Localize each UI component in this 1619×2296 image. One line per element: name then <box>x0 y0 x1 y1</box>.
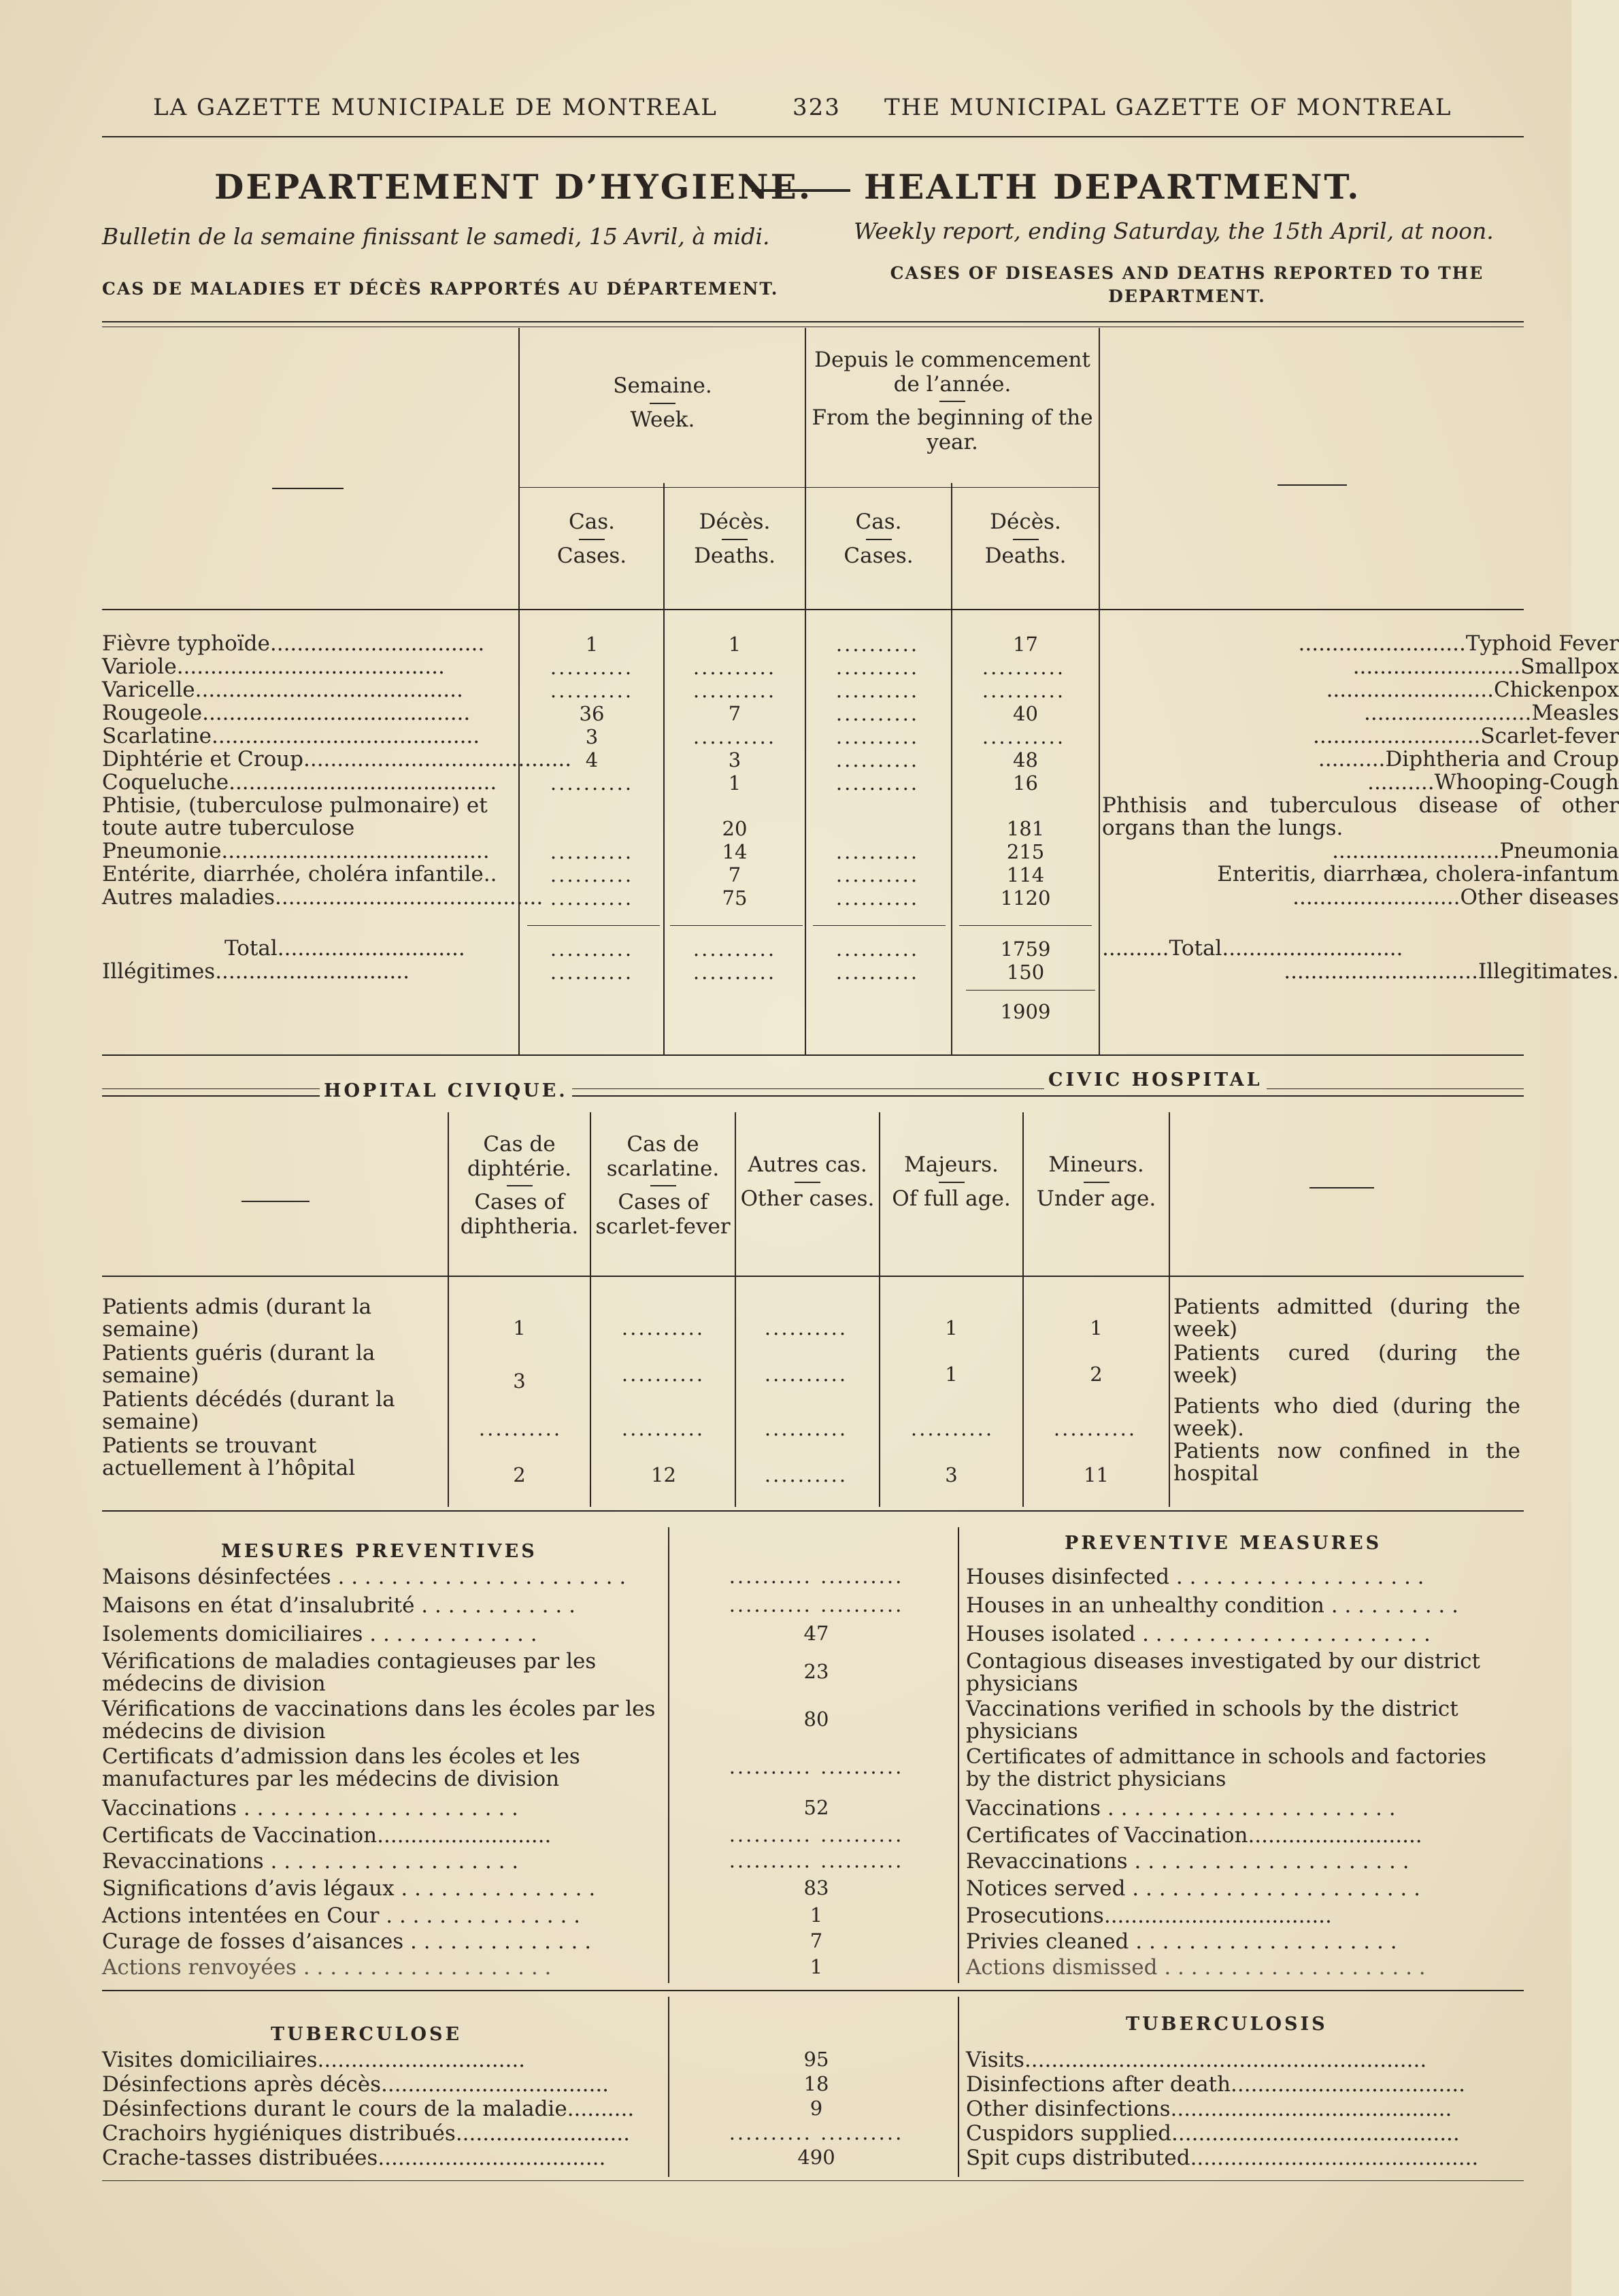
week-deaths-value: 7 <box>728 702 741 725</box>
hospital-row-label-en: Patients cured (during the week) <box>1173 1341 1520 1388</box>
row-label-fr: Variole........................................ <box>102 654 445 679</box>
illeg-label-en: .............................Illegitimates. <box>1284 959 1619 984</box>
year-deaths-value: 40 <box>1013 702 1038 725</box>
table-row: Varicelle........................................ .......... .......... .......... .......... .........................Chickenpox <box>102 678 1619 702</box>
preventive-label-fr: Actions intentées en Cour . . . . . . . . . . . . . . . <box>102 1903 581 1928</box>
col-year-deaths: Décès. Deaths. <box>984 510 1067 568</box>
tb-label-fr: Crachoirs hygiéniques distribués.......................... <box>102 2121 631 2146</box>
hospital-value: 1 <box>1090 1316 1103 1340</box>
table-row: Coqueluche........................................ .......... 1 .......... 16 ..........Whooping-Cough <box>102 770 1619 795</box>
table-row: Variole........................................ .......... .......... .......... .......... .........................Smallpox <box>102 654 1619 679</box>
row-label-en: .........................Scarlet-fever <box>1313 724 1619 748</box>
table-row <box>102 793 1619 840</box>
preventive-label-fr: Certificats d’admission dans les écoles et les manufactures par les médecins de division <box>102 1744 580 1791</box>
hospital-title-en: CIVIC HOSPITAL <box>1044 1069 1267 1091</box>
tb-label-fr: Désinfections après décès.................................. <box>102 2072 610 2097</box>
header-mid-rule <box>518 487 1099 488</box>
year-deaths-value: 1120 <box>1000 886 1051 910</box>
tb-value: 18 <box>803 2072 829 2095</box>
tb-label-en: Spit cups distributed........................................... <box>966 2146 1479 2170</box>
stub-dash-left <box>272 488 344 489</box>
hospital-row-label-fr: Patients admis (durant la semaine) <box>102 1295 372 1342</box>
title-dash <box>752 189 850 192</box>
year-deaths-value: 48 <box>1013 748 1038 771</box>
col-year: Depuis le commencement de l’année. From the beginning of the year. <box>812 348 1093 454</box>
preventive-label-en: Houses disinfected . . . . . . . . . . . . . . . . . . . <box>966 1565 1424 1589</box>
hospital-col-adult: Majeurs. Of full age. <box>892 1152 1011 1211</box>
hospital-row-label-en: Patients now confined in the hospital <box>1173 1439 1520 1486</box>
table-bottom-rule <box>102 1054 1524 1056</box>
row-label-fr: Autres maladies........................................ <box>102 885 544 910</box>
preventive-label-fr: Certificats de Vaccination.......................... <box>102 1823 552 1848</box>
preventive-value: 80 <box>803 1708 829 1731</box>
row-label-en: ..........Whooping-Cough <box>1367 770 1619 795</box>
preventive-label-en: Notices served . . . . . . . . . . . . . . . . . . . . . . <box>966 1876 1420 1901</box>
hospital-title-fr: HOPITAL CIVIQUE. <box>320 1080 572 1101</box>
week-deaths-value: 20 <box>722 817 748 840</box>
table-row <box>102 631 1619 656</box>
hospital-row-label-en: Patients admitted (during the week) <box>1173 1295 1520 1342</box>
year-deaths-value: 114 <box>1006 863 1045 886</box>
week-deaths-value: 7 <box>728 863 741 886</box>
preventive-label-en: Prosecutions.................................. <box>966 1903 1332 1928</box>
hospital-value: 1 <box>945 1363 958 1386</box>
stub-dash-right <box>1278 484 1347 486</box>
table-row: Patients admis (durant la semaine) 1 .......... .......... 1 1 Patients admitted (during the week) <box>102 1295 1520 1342</box>
year-deaths-value: 215 <box>1006 840 1045 863</box>
preventive-label-fr: Vérifications de maladies contagieuses par les médecins de division <box>102 1649 597 1696</box>
col-year-cases: Cas. Cases. <box>844 510 914 568</box>
row-label-en: .........................Chickenpox <box>1326 678 1619 702</box>
row-label-en: .........................Pneumonia <box>1332 839 1619 863</box>
illeg-label-fr: Illégitimes............................. <box>102 959 410 984</box>
tb-label-en: Disinfections after death................................... <box>966 2072 1465 2097</box>
preventive-label-en: Actions dismissed . . . . . . . . . . . . . . . . . . . . <box>966 1955 1426 1980</box>
row-label-en: .........................Smallpox <box>1352 654 1619 679</box>
subtitle-fr-caps: CAS DE MALADIES ET DÉCÈS RAPPORTÉS AU DÉPARTEMENT. <box>102 279 779 299</box>
header-rule <box>102 136 1524 137</box>
preventive-label-en: Houses in an unhealthy condition . . . . . . . . . . <box>966 1593 1458 1618</box>
col-week: Semaine. Week. <box>613 373 712 432</box>
tb-label-fr: Désinfections durant le cours de la maladie.......... <box>102 2097 635 2121</box>
preventive-title-en: PREVENTIVE MEASURES <box>1065 1533 1382 1554</box>
total-label-en: ..........Total........................... <box>1102 936 1403 961</box>
year-deaths-value: 17 <box>1013 633 1038 656</box>
preventive-label-fr: Maisons désinfectées . . . . . . . . . . . . . . . . . . . . . . <box>102 1565 627 1589</box>
preventive-label-en: Vaccinations . . . . . . . . . . . . . . . . . . . . . . <box>966 1796 1396 1820</box>
preventive-label-fr: Revaccinations . . . . . . . . . . . . . . . . . . . <box>102 1849 519 1874</box>
row-label-fr: Fièvre typhoïde................................ <box>102 631 485 656</box>
preventive-label-en: Revaccinations . . . . . . . . . . . . . . . . . . . . . <box>966 1849 1409 1874</box>
preventive-label-en: Contagious diseases investigated by our district physicians <box>966 1649 1480 1696</box>
preventive-label-fr: Vaccinations . . . . . . . . . . . . . . . . . . . . . <box>102 1796 518 1820</box>
week-cases-value: 4 <box>585 748 599 771</box>
row-label-fr: Diphtérie et Croup........................................ <box>102 747 572 771</box>
table-row: Entérite, diarrhée, choléra infantile.. .......... 7 .......... 114 Enteritis, diarrhæa, cholera-infantum <box>102 862 1619 886</box>
row-label-fr: Scarlatine........................................ <box>102 724 480 748</box>
col-week-deaths: Décès. Deaths. <box>694 510 775 568</box>
week-deaths-value: 14 <box>722 840 748 863</box>
tb-label-fr: Visites domiciliaires............................... <box>102 2048 526 2072</box>
tuberculosis-title-en: TUBERCULOSIS <box>1126 2014 1328 2035</box>
tb-label-fr: Crache-tasses distribuées.................................. <box>102 2146 606 2170</box>
hospital-value: 2 <box>1090 1363 1103 1386</box>
tb-label-en: Visits............................................................ <box>966 2048 1427 2072</box>
preventive-label-fr: Curage de fosses d’aisances . . . . . . . . . . . . . . <box>102 1929 592 1954</box>
hospital-value: 12 <box>651 1463 676 1486</box>
row-label-en: ..........Diphtheria and Croup <box>1318 747 1619 771</box>
hospital-col-diphtheria: Cas de diphtérie. Cases of diphtheria. <box>460 1132 579 1239</box>
total-label-fr: Total............................ <box>224 936 465 961</box>
preventive-label-fr: Maisons en état d’insalubrité . . . . . . . . . . . . <box>102 1593 575 1618</box>
tb-label-en: Cuspidors supplied........................................... <box>966 2121 1460 2146</box>
row-label-en: .........................Typhoid Fever <box>1298 631 1619 656</box>
preventive-title-fr: MESURES PREVENTIVES <box>221 1541 537 1562</box>
preventive-label-fr: Actions renvoyées . . . . . . . . . . . . . . . . . . . <box>102 1955 552 1980</box>
row-label-fr: Pneumonie........................................ <box>102 839 490 863</box>
tb-value: 9 <box>810 2097 823 2120</box>
preventive-value: 23 <box>803 1660 829 1683</box>
preventive-value: 52 <box>803 1796 829 1819</box>
hospital-row-label-fr: Patients guéris (durant la semaine) <box>102 1341 375 1388</box>
table-row: Pneumonie........................................ .......... 14 .......... 215 .........................Pneumonia <box>102 839 1619 863</box>
week-cases-value: 36 <box>579 702 605 725</box>
preventive-label-en: Certificates of admittance in schools and factories by the district physicians <box>966 1745 1486 1791</box>
preventive-value: 1 <box>810 1903 823 1927</box>
year-deaths-value: 181 <box>1006 817 1045 840</box>
tb-value: 490 <box>797 2146 835 2169</box>
hospital-row-label-fr: Patients décédés (durant la semaine) <box>102 1387 395 1434</box>
grand-total-value: 1909 <box>1000 1000 1051 1023</box>
preventive-label-en: Privies cleaned . . . . . . . . . . . . . . . . . . . . <box>966 1929 1397 1954</box>
totals-block: Total............................ .......... .......... .......... 1759 ..........Total........................... Illégitimes............................. .......... .......... .......... 150 .............................Illegitimates. <box>102 936 1619 984</box>
row-label-en: Enteritis, diarrhæa, cholera-infantum <box>1217 862 1619 886</box>
table-row: Patients guéris (durant la semaine) 3 .......... .......... 1 2 Patients cured (during the week) <box>102 1341 1520 1393</box>
title-en: HEALTH DEPARTMENT. <box>864 167 1361 207</box>
hospital-value: 3 <box>945 1463 958 1486</box>
page-number: 323 <box>792 94 841 121</box>
row-label-en: Phthisis and tuberculous disease of other organs than the lungs. <box>1102 793 1619 840</box>
week-deaths-value: 1 <box>728 771 741 795</box>
hospital-row-label-en: Patients who died (during the week). <box>1173 1394 1520 1441</box>
preventive-label-fr: Significations d’avis légaux . . . . . . . . . . . . . . . <box>102 1876 596 1901</box>
preventive-value: 83 <box>803 1876 829 1899</box>
table-row: Scarlatine........................................ 3 .......... .......... .......... .........................Scarlet-fever <box>102 724 1619 748</box>
hospital-value: 1 <box>513 1316 526 1340</box>
hospital-row-label-fr: Patients se trouvant actuellement à l’hôpital <box>102 1433 356 1480</box>
preventive-label-fr: Isolements domiciliaires . . . . . . . . . . . . . <box>102 1622 537 1646</box>
preventive-label-en: Certificates of Vaccination.......................... <box>966 1823 1422 1848</box>
total-value: 1759 <box>1000 937 1051 961</box>
table-row: Patients se trouvant actuellement à l’hôpital 2 12 .......... 3 11 Patients now confined in the hospital <box>102 1433 1520 1486</box>
subtitle-en: Weekly report, ending Saturday, the 15th April, at noon. <box>854 218 1494 244</box>
table-top-rule <box>102 321 1524 322</box>
preventive-value: 47 <box>803 1622 829 1645</box>
hospital-rows <box>102 1296 1524 1500</box>
hospital-value: 11 <box>1084 1463 1109 1486</box>
week-cases-value: 3 <box>585 725 599 748</box>
hospital-value: 1 <box>945 1316 958 1340</box>
row-label-en: .........................Measles <box>1363 701 1619 725</box>
hospital-col-other: Autres cas. Other cases. <box>740 1152 875 1211</box>
tuberculosis-rows: Visites domiciliaires............................... 95 Visits............................................................ Désinfections après décès.................................. 18 Disinfections after death................................... Désinfections durant le cours de la maladie.......... 9 Other disinfections.......................................... Crachoirs hygiéniques distribués.......................... .......... .......... Cuspidors supplied........................................... Crache-tasses distribuées.................................. 490 Spit cups distributed........................................... <box>102 2048 1524 2177</box>
tb-label-en: Other disinfections.......................................... <box>966 2097 1452 2121</box>
table-row: Diphtérie et Croup........................................ 4 3 .......... 48 ..........Diphtheria and Croup <box>102 747 1619 771</box>
col-week-cases: Cas. Cases. <box>556 510 627 568</box>
header-bottom-rule <box>102 609 1524 610</box>
disease-rows <box>102 631 1619 918</box>
week-deaths-value: 75 <box>722 886 748 910</box>
preventive-rows: Maisons désinfectées . . . . . . . . . . . . . . . . . . . . . . .......... .......... Houses disinfected . . . . . . . . . . . . . . . . . . . Maisons en état d’insalubrité . . . . . . . . . . . . .......... .......... Houses in an unhealthy condition . . . . . . . . . . Isolements domiciliaires . . . . . . . . . . . . . 47 Houses isolated . . . . . . . . . . . . . . . . . . . . . . Vérifications de maladies contagieuses par les médecins de division 23 Contagious diseases investigated by our district physicians Vérifications de vaccinations dans les écoles par les médecins de division 80 Vaccinations verified in schools by the district physicians Certificats d’admission dans les écoles et les manufactures par les médecins de division .......... .......... Certificates of admittance in schools and factories by the district physicians Vaccinations . . . . . . . . . . . . . . . . . . . . . 52 Vaccinations . . . . . . . . . . . . . . . . . . . . . . Certificats de Vaccination.......................... .......... .......... Certificates of Vaccination.......................... Revaccinations . . . . . . . . . . . . . . . . . . . .......... .......... Revaccinations . . . . . . . . . . . . . . . . . . . . . Significations d’avis légaux . . . . . . . . . . . . . . . 83 Notices served . . . . . . . . . . . . . . . . . . . . . . Actions intentées en Cour . . . . . . . . . . . . . . . 1 Prosecutions.................................. Curage de fosses d’aisances . . . . . . . . . . . . . . 7 Privies cleaned . . . . . . . . . . . . . . . . . . . . Actions renvoyées . . . . . . . . . . . . . . . . . . . 1 Actions dismissed . . . . . . . . . . . . . . . . . . . . <box>102 1565 1524 1986</box>
preventive-value: .......... .......... <box>729 1565 904 1588</box>
tb-value: 95 <box>803 2048 829 2071</box>
year-cases-value: .......... <box>835 633 920 656</box>
title-fr: DEPARTEMENT D’HYGIENE. <box>214 167 813 207</box>
header-left: LA GAZETTE MUNICIPALE DE MONTREAL <box>153 94 718 121</box>
preventive-value: 7 <box>810 1929 823 1952</box>
preventive-label-fr: Vérifications de vaccinations dans les écoles par les médecins de division <box>102 1697 656 1744</box>
hospital-value: 2 <box>513 1463 526 1486</box>
illeg-value: 150 <box>1006 961 1045 984</box>
hospital-col-scarlet: Cas de scarlatine. Cases of scarlet-fever <box>595 1132 731 1239</box>
preventive-label-en: Houses isolated . . . . . . . . . . . . . . . . . . . . . . <box>966 1622 1431 1646</box>
hospital-col-minor: Mineurs. Under age. <box>1036 1152 1156 1211</box>
header-right: THE MUNICIPAL GAZETTE OF MONTREAL <box>884 94 1452 121</box>
row-label-fr: Entérite, diarrhée, choléra infantile.. <box>102 862 497 886</box>
table-row: Autres maladies........................................ .......... 75 .......... 1120 .........................Other diseases <box>102 885 1619 910</box>
row-label-fr: Coqueluche........................................ <box>102 770 497 795</box>
week-deaths-value: 1 <box>728 633 741 656</box>
subtitle-fr: Bulletin de la semaine finissant le samedi, 15 Avril, à midi. <box>102 223 770 250</box>
subtitle-en-caps: CASES OF DISEASES AND DEATHS REPORTED TO THE DEPARTMENT. <box>890 263 1484 306</box>
table-row: Patients décédés (durant la semaine) .......... .......... .......... .......... .......... Patients who died (during the week). <box>102 1387 1520 1441</box>
preventive-value: 1 <box>810 1955 823 1978</box>
row-label-fr: Varicelle........................................ <box>102 678 463 702</box>
row-label-fr: Phtisie, (tuberculose pulmonaire) et toute autre tuberculose <box>102 793 488 840</box>
week-cases-value: 1 <box>585 633 599 656</box>
table-row: Rougeole........................................ 36 7 .......... 40 .........................Measles <box>102 701 1619 725</box>
row-label-en: .........................Other diseases <box>1292 885 1619 910</box>
tuberculosis-title-fr: TUBERCULOSE <box>271 2024 463 2045</box>
row-label-fr: Rougeole........................................ <box>102 701 471 725</box>
preventive-label-en: Vaccinations verified in schools by the district physicians <box>966 1697 1458 1744</box>
hospital-value: 3 <box>513 1369 526 1393</box>
year-deaths-value: 16 <box>1013 771 1038 795</box>
week-deaths-value: 3 <box>728 748 741 771</box>
